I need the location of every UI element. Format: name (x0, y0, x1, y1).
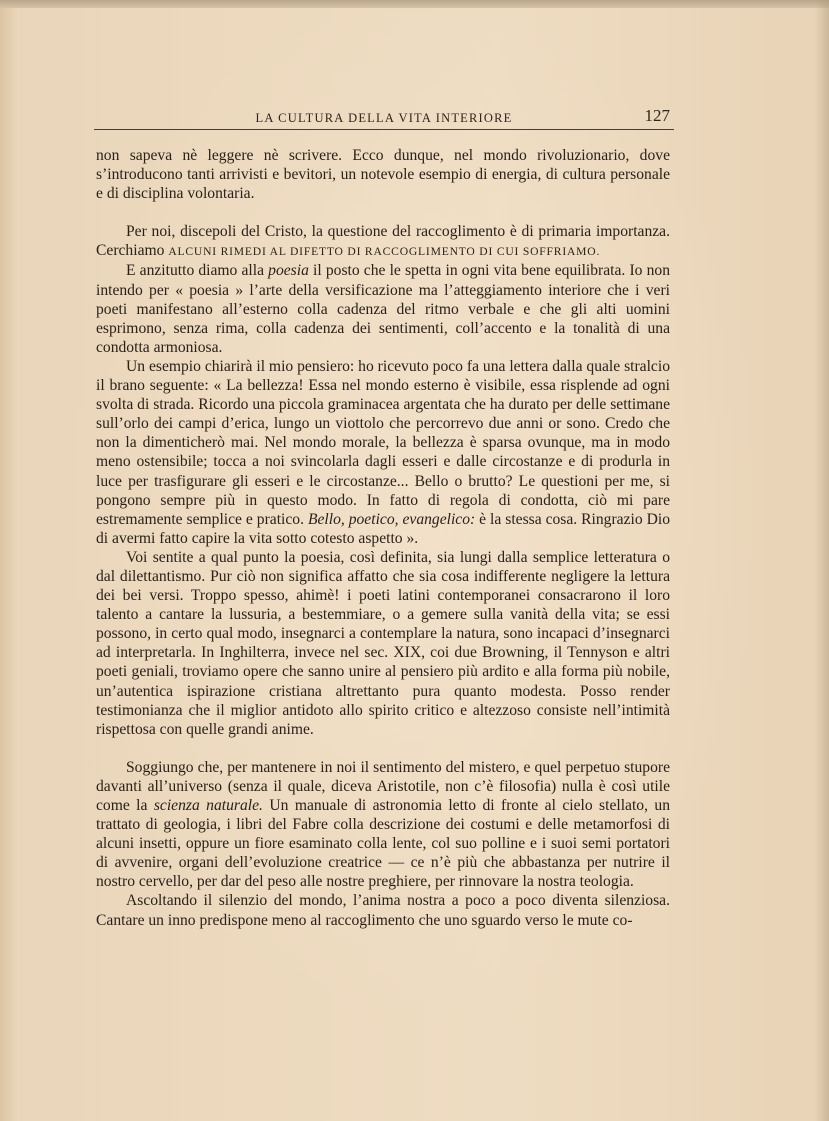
paragraph-4 (96, 357, 670, 548)
paragraph-7-text: Ascoltando il silenzio del mondo, l’anima nostra a poco a poco diventa silenziosa. Cantare un inno predispone meno al raccoglimento che uno sguardo verso le mute co- (96, 892, 670, 929)
paragraph-2 (96, 222, 670, 261)
header-rule (94, 129, 674, 130)
paragraph-4-text: Un esempio chiarirà il mio pensiero: ho ricevuto poco fa una lettera dalla quale stralcio il brano seguente: « La bellezza! Essa nel mondo esterno è visibile, essa risplende ad ogni svolta di strada. Ricordo una piccola graminacea argentata che ha durato per delle settimane sull’orlo dei campi d’erica, lungo un viottolo che percorrevo due anni or sono. Credo che non la dimenticherò mai. Nel mondo morale, la bellezza è sparsa ovunque, ma in modo meno ostensibile; tocca a noi svincolarla dagli esseri e dalle circostanze e di produrla in luce per trasfigurare gli esseri e le circostanze... Bello o brutto? Le questioni per me, si pongono sempre più in questo modo. In fatto di regola di condotta, ciò mi pare estremamente semplice e pratico. (96, 357, 670, 528)
paragraph-6-before: Soggiungo che, per mantenere in noi il sentimento del mistero, e quel perpetuo stupore davanti all’universo (senza il quale, diceva Aristotile, non c’è filosofia) nulla è così utile come la (96, 758, 670, 814)
paragraph-3-before: E anzitutto diamo alla (126, 262, 269, 280)
paragraph-6-italic: scienza naturale. (153, 797, 263, 814)
running-title: LA CULTURA DELLA VITA INTERIORE (255, 111, 513, 125)
body-text (96, 146, 670, 930)
page-number: 127 (644, 106, 670, 125)
paragraph-7 (96, 891, 670, 929)
paragraph-3 (96, 261, 670, 356)
paragraph-3-after: il posto che le spetta in ogni vita bene equilibrata. Io non intendo per « poesia » l’arte della versificazione ma l’atteggiamento interiore che i veri poeti manifestano all’esterno colla cadenza del ritmo verbale e che gli alti uomini esprimono, senza rima, colla cadenza dei sentimenti, coll’accento e la tonalità di una condotta armoniosa. (96, 262, 670, 356)
paragraph-2-smallcaps: ALCUNI RIMEDI AL DIFETTO DI RACCOGLIMENTO DI CUI SOFFRIAMO. (168, 245, 601, 259)
paragraph-4-italic: Bello, poetico, evangelico: (307, 510, 476, 528)
paragraph-1-text: non sapeva nè leggere nè scrivere. Ecco dunque, nel mondo rivoluzionario, dove s’introducono tanti arrivisti e bevitori, un notevole esempio di energia, di cultura personale e di disciplina volontaria. (96, 147, 670, 203)
paragraph-3-italic: poesia (268, 262, 309, 280)
paragraph-6 (96, 758, 670, 892)
page-top-edge (0, 0, 829, 8)
paragraph-2-text: Per noi, discepoli del Cristo, la questione del raccoglimento è di primaria importanza. Cerchiamo (96, 223, 670, 260)
paragraph-5-text: Voi sentite a qual punto la poesia, così definita, sia lungi dalla semplice letteratura o dal dilettantismo. Pur ciò non significa affatto che sia cosa indifferente negligere la lettura dei bei versi. Troppo spesso, ahimè! i poeti latini contemporanei consacrarono il loro talento a cantare la lussuria, a bestemmiare, o a gemere sulla vanità della vita; se essi possono, in certo qual modo, insegnarci a contemplare la natura, sono incapaci d’insegnarci ad interpretarla. In Inghilterra, invece nel sec. XIX, coi due Browning, il Tennyson e altri poeti geniali, troviamo opere che sanno unire al pensiero più ardito e alla forma più nobile, un’autentica ispirazione cristiana altrettanto pura quanto modesta. Posso render testimonianza che il miglior antidoto allo spirito critico e altezzoso consiste nell’intimità rispettosa con quelle grandi anime. (96, 548, 670, 738)
page-right-edge (815, 0, 829, 1121)
paragraph-5 (96, 548, 670, 739)
paragraph-6-after: Un manuale di astronomia letto di fronte al cielo stellato, un trattato di geologia, i libri del Fabre colla descrizione dei costumi e delle metamorfosi di alcuni insetti, oppure un fiore esaminato colla lente, col suo polline e i suoi semi portatori di avvenire, organi dell’evoluzione creatrice — ce n’è più che abbastanza per nutrire il nostro cervello, per dar del peso alle nostre preghiere, per rinnovare la nostra teologia. (96, 797, 670, 891)
paragraph-1 (96, 146, 670, 203)
paragraph-4-after: è la stessa cosa. Ringrazio Dio di avermi fatto capire la vita sotto cotesto aspetto ». (96, 510, 670, 547)
